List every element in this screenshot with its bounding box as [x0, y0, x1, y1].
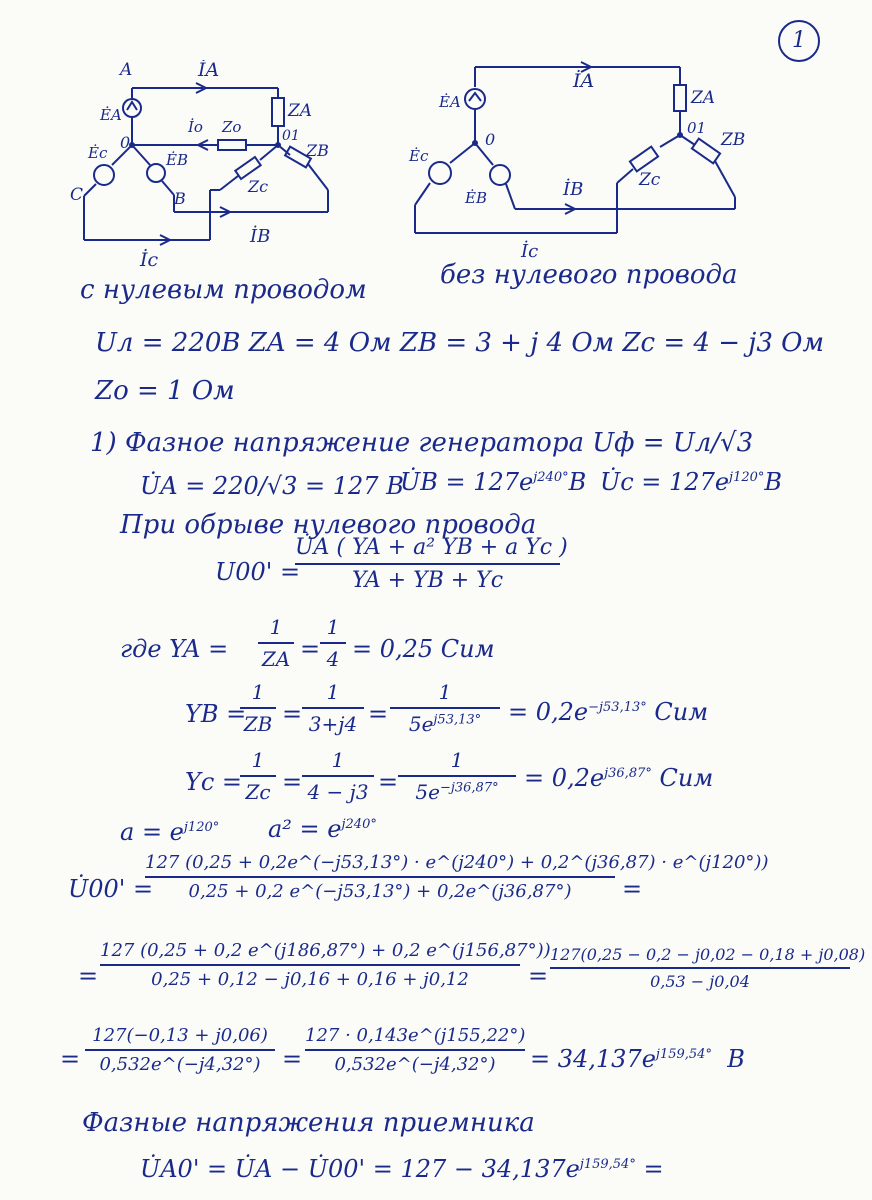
label-source-ea: ĖA: [100, 106, 122, 124]
step1-uc: U̇c = $127e^{j120^\circ}В$: [600, 468, 783, 496]
label-impedance-z0: Zo: [222, 118, 242, 136]
label-node-b: B: [174, 189, 186, 208]
receiver-heading: Фазные напряжения приемника: [82, 1108, 535, 1138]
calc3-fraction-1: 127(−0,13 + j0,06) 0,532e^(−j4,32°): [85, 1025, 275, 1075]
circuit-with-neutral-diagram: [70, 60, 410, 270]
yc-fraction-1: 1 Zc: [240, 748, 276, 804]
calc1-denominator: 0,25 + 0,2 e^(−j53,13°) + 0,2e^(j36,87°): [188, 881, 572, 902]
caption-without-neutral: без нулевого провода: [440, 260, 738, 290]
calc2-denominator-2: 0,53 − j0,04: [650, 972, 750, 991]
impedance-zc: [630, 147, 658, 172]
label-node-0: 0: [120, 133, 131, 152]
calc1-lhs: U̇00' =: [68, 875, 154, 903]
handwritten-page: 1 A İA ĖA ZA İo Zo 0 01 ZB Ėc ĖB Zc C B İB İc İA ĖA ZA 01 ZB 0 Ėc ĖB Zc İB İc с нулевым проводом без нулевого провода Uл = 220В ZA = 4 Ом ZB = 3 + j 4 Ом Zc = 4 − j3 Ом Zo = 1 Ом 1) Фазное напряжение генератора Uф = Uл/√3 U̇A = 220/√3 = 127 В U̇B = $127e^{j240^\circ}В$ U̇c = $127e^{j120^\circ}В$ При обрыве нулевого провода U00' = U̇A ( YA + a² YB + a Yc ) YA + YB + Yc где YA = 1 ZA = 1 4 = 0,25 Сим YB = 1 ZB = 1 3+j4 = 1 $5e^{j53,13^\circ}$ = $0,2e^{-j53,13^\circ}$ Сим Yc = 1 Zc = 1 4 − j3 = 1 $5e^{-j36,87^\circ}$ = $0,2e^{j36,87^\circ}$ Сим $a = e^{j120^\circ}$ $a^2 = e^{j240^\circ}$ U̇00' = 127 (0,25 + 0,2e^(−j53,13°) · e^(j240°) + 0,2^(j36,87) · e^(j120°)) 0,25 + 0,2 e^(−j53,13°) + 0,2e^(j36,87°) = = 127 (0,25 + 0,2 e^(j186,87°) + 0,2 e^(j156,87°)) 0,25 + 0,12 − j0,16 + 0,16 + j0,12 = 127(0,25 − 0,2 − j0,02 − 0,18 + j0,08) 0,53 − j0,04 = 127(−0,13 + j0,06) 0,532e^(−j4,32°) = 127 · 0,143e^(j155,22°) 0,532e^(−j4,32°) = $34,137e^{j159,54^\circ}$ В Фазные напряжения приемника U̇A0' = U̇A − U̇00' = $127 - 34,137e^{j159,54^\circ}$ =: [0, 0, 872, 1200]
label-impedance-zc: Zc: [639, 170, 661, 190]
label-node-01: 01: [687, 119, 707, 137]
given-values-line1: Uл = 220В ZA = 4 Ом ZB = 3 + j 4 Ом Zc = 4 − j3 Ом: [95, 328, 825, 358]
ya-fraction-2: 1 4: [320, 615, 346, 671]
ua0-equation: U̇A0' = U̇A − U̇00' = $127 - 34,137e^{j159,54^\circ}$ =: [140, 1155, 664, 1183]
a-definition: $a = e^{j120^\circ}$: [120, 818, 220, 846]
label-node-01: 01: [282, 128, 300, 144]
break-heading: При обрыве нулевого провода: [120, 510, 537, 540]
ya-fraction-1: 1 ZA: [258, 615, 294, 671]
step1-ua: U̇A = 220/√3 = 127 В: [140, 472, 404, 500]
source-ec: [429, 162, 451, 184]
page-number-badge: 1: [778, 20, 820, 62]
label-current-ib: İB: [563, 179, 584, 200]
label-source-ea: ĖA: [439, 93, 461, 111]
yc-fraction-2: 1 4 − j3: [302, 748, 374, 804]
label-impedance-zc: Zc: [248, 177, 269, 196]
u00-numerator: U̇A ( YA + a² YB + a Yc ): [295, 535, 568, 560]
u00-lhs: U00' =: [215, 558, 301, 586]
label-node-c: C: [70, 185, 84, 205]
yb-fraction-2: 1 3+j4: [302, 680, 364, 736]
source-eb: [147, 164, 165, 182]
impedance-z0: [218, 140, 246, 150]
yc-lhs: Yc =: [185, 768, 243, 796]
yc-result: = $0,2e^{j36,87^\circ}$ Сим: [524, 764, 714, 792]
yb-result: = $0,2e^{-j53,13^\circ}$ Сим: [508, 698, 709, 726]
circuit-without-neutral-diagram: [405, 45, 765, 260]
calc3-result: = $34,137e^{j159,54^\circ}$ В: [530, 1045, 745, 1073]
calc2-numerator-2: 127(0,25 − 0,2 − j0,02 − 0,18 + j0,08): [550, 945, 866, 964]
label-impedance-za: ZA: [691, 88, 716, 108]
calc1-fraction: [145, 852, 769, 902]
label-source-eb: ĖB: [465, 189, 487, 207]
label-impedance-zb: ZB: [721, 130, 746, 150]
yb-fraction-1: 1 ZB: [240, 680, 276, 736]
calc2-denominator: 0,25 + 0,12 − j0,16 + 0,16 + j0,12: [151, 969, 469, 990]
source-ec: [94, 165, 114, 185]
calc3-fraction-2: 127 · 0,143e^(j155,22°) 0,532e^(−j4,32°): [305, 1025, 526, 1075]
source-eb: [490, 165, 510, 185]
impedance-za: [674, 85, 686, 111]
ya-prefix: где YA =: [120, 635, 229, 663]
yb-lhs: YB =: [185, 700, 247, 728]
step1-heading: 1) Фазное напряжение генератора Uф = Uл/√3: [90, 428, 754, 458]
ya-result: = 0,25 Сим: [352, 635, 495, 663]
label-current-ia: İA: [198, 60, 220, 81]
caption-with-neutral: с нулевым проводом: [80, 275, 367, 305]
calc2-fraction-1: [100, 940, 551, 990]
label-source-eb: ĖB: [166, 151, 188, 169]
yc-fraction-3: 1 $5e^{-j36,87^\circ}$: [398, 748, 516, 804]
step1-ub: U̇B = $127e^{j240^\circ}В$: [400, 468, 587, 496]
label-source-ec: Ėc: [88, 144, 108, 162]
calc2-numerator: 127 (0,25 + 0,2 e^(j186,87°) + 0,2 e^(j156,87°)): [100, 940, 551, 961]
label-current-ib: İB: [250, 226, 271, 247]
label-source-ec: Ėc: [409, 147, 429, 165]
label-impedance-za: ZA: [288, 101, 313, 121]
label-node-a: A: [120, 60, 133, 80]
impedance-zc: [235, 157, 260, 179]
label-current-i0: İo: [188, 118, 203, 136]
label-node-0: 0: [485, 130, 496, 149]
calc2-fraction-2: [550, 945, 866, 991]
label-current-ia: İA: [573, 70, 595, 92]
impedance-za: [272, 98, 284, 126]
a2-definition: $a^2 = e^{j240^\circ}$: [268, 815, 377, 843]
u00-denominator: YA + YB + Yc: [351, 568, 504, 593]
impedance-zb: [692, 139, 720, 164]
label-current-ic: İc: [521, 241, 539, 260]
given-values-line2: Zo = 1 Ом: [95, 376, 235, 406]
u00-fraction: [295, 535, 568, 593]
label-impedance-zb: ZB: [306, 141, 329, 160]
yb-fraction-3: 1 $5e^{j53,13^\circ}$: [390, 680, 500, 736]
calc1-numerator: 127 (0,25 + 0,2e^(−j53,13°) · e^(j240°) + 0,2^(j36,87) · e^(j120°)): [145, 852, 769, 873]
label-current-ic: İc: [140, 249, 159, 270]
